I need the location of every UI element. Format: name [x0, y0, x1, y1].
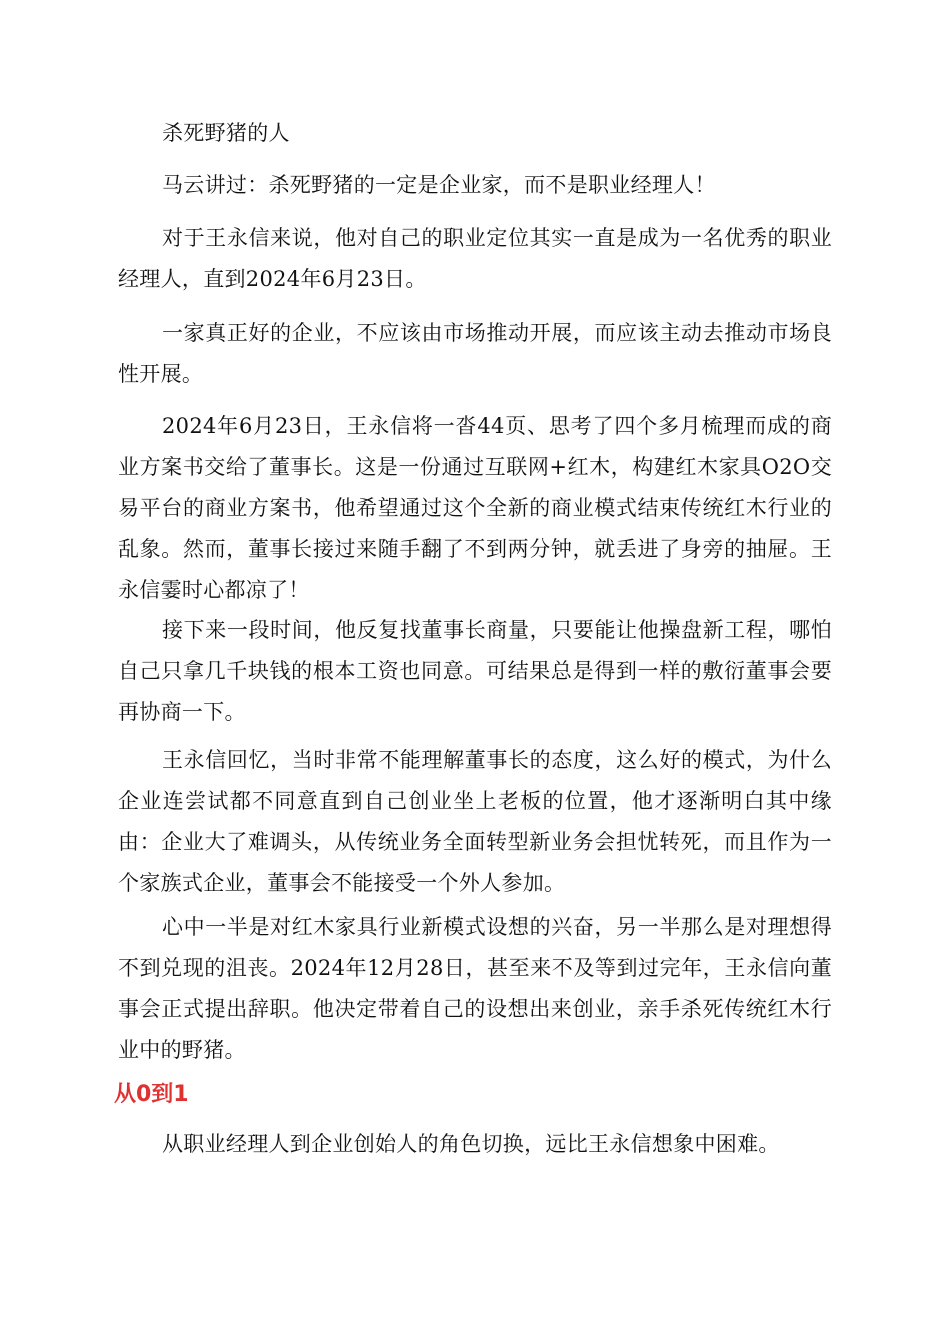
document-title: 杀死野猪的人 — [162, 121, 290, 145]
paragraph-6: 王永信回忆，当时非常不能理解董事长的态度，这么好的模式，为什么企业连尝试都不同意直到自己创业坐上老板的位置，他才逐渐明白其中缘由：企业大了难调头，从传统业务全面转型新业务会担忧转死，而且作为一个家族式企业，董事会不能接受一个外人参加。 — [118, 748, 832, 895]
paragraph-2: 对于王永信来说，他对自己的职业定位其实一直是成为一名优秀的职业经理人，直到2024年6月23日。 — [118, 226, 832, 291]
section-heading: 从0到1 — [114, 1082, 189, 1107]
paragraph-3: 一家真正好的企业，不应该由市场推动开展，而应该主动去推动市场良性开展。 — [118, 321, 832, 386]
paragraph-4: 2024年6月23日，王永信将一沓44页、思考了四个多月梳理而成的商业方案书交给了董事长。这是一份通过互联网+红木，构建红木家具O2O交易平台的商业方案书，他希望通过这个全新的商业模式结束传统红木行业的乱象。然而，董事长接过来随手翻了不到两分钟，就丢进了身旁的抽屉。王永信霎时心都凉了！ — [118, 414, 832, 602]
paragraph-5: 接下来一段时间，他反复找董事长商量，只要能让他操盘新工程，哪怕自己只拿几千块钱的根本工资也同意。可结果总是得到一样的敷衍董事会要再协商一下。 — [118, 618, 832, 724]
paragraph-7: 心中一半是对红木家具行业新模式设想的兴奋，另一半那么是对理想得不到兑现的沮丧。2024年12月28日，甚至来不及等到过完年，王永信向董事会正式提出辞职。他决定带着自己的设想出来创业，亲手杀死传统红木行业中的野猪。 — [118, 915, 832, 1062]
paragraph-1: 马云讲过：杀死野猪的一定是企业家，而不是职业经理人！ — [162, 173, 716, 197]
section-paragraph-1: 从职业经理人到企业创始人的角色切换，远比王永信想象中困难。 — [162, 1132, 780, 1156]
